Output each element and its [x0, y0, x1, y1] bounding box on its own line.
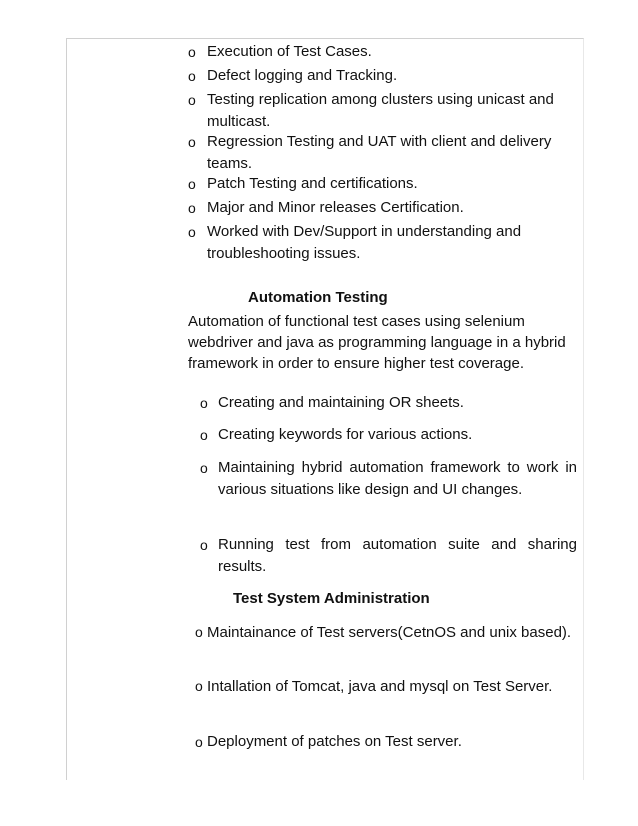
- bullet-icon: o: [188, 176, 196, 192]
- list-item: o Major and Minor releases Certification.: [188, 197, 568, 219]
- bullet-icon: o: [195, 678, 203, 694]
- list-item: o Intallation of Tomcat, java and mysql on Test Server.: [195, 675, 577, 698]
- bullet-icon: o: [188, 44, 196, 60]
- list-item: o Creating keywords for various actions.: [200, 424, 577, 446]
- bullet-icon: o: [188, 92, 196, 108]
- bullet-icon: o: [188, 68, 196, 84]
- automation-intro: Automation of functional test cases using selenium webdriver and java as programming language in a hybrid framework in order to ensure higher test coverage.: [188, 313, 566, 372]
- list-item: o Deployment of patches on Test server.: [195, 731, 577, 753]
- bullet-icon: o: [188, 134, 196, 150]
- bullet-icon: o: [200, 427, 208, 443]
- list-item: o Testing replication among clusters using unicast and multicast.: [188, 91, 554, 130]
- bullet-icon: o: [200, 395, 208, 411]
- list-item: o Maintainance of Test servers(CetnOS and unix based).: [195, 621, 577, 644]
- bullet-icon: o: [188, 200, 196, 216]
- list-item: o Running test from automation suite and sharing results.: [200, 536, 577, 575]
- list-item: o Patch Testing and certifications.: [188, 173, 568, 195]
- list-item: o Creating and maintaining OR sheets.: [200, 392, 577, 414]
- admin-heading: Test System Administration: [233, 590, 430, 607]
- automation-heading: Automation Testing: [248, 289, 388, 306]
- bullet-icon: o: [195, 624, 203, 640]
- list-item: o Defect logging and Tracking.: [188, 65, 568, 87]
- bullet-icon: o: [195, 734, 203, 750]
- bullet-icon: o: [200, 537, 208, 553]
- list-item: o Maintaining hybrid automation framework to work in various situations like design and UI changes.: [200, 459, 577, 498]
- list-item: o Worked with Dev/Support in understanding and troubleshooting issues.: [188, 223, 522, 262]
- bullet-icon: o: [188, 224, 196, 240]
- list-item: o Execution of Test Cases.: [188, 41, 568, 63]
- list-item: o Regression Testing and UAT with client and delivery teams.: [188, 133, 552, 172]
- bullet-icon: o: [200, 460, 208, 476]
